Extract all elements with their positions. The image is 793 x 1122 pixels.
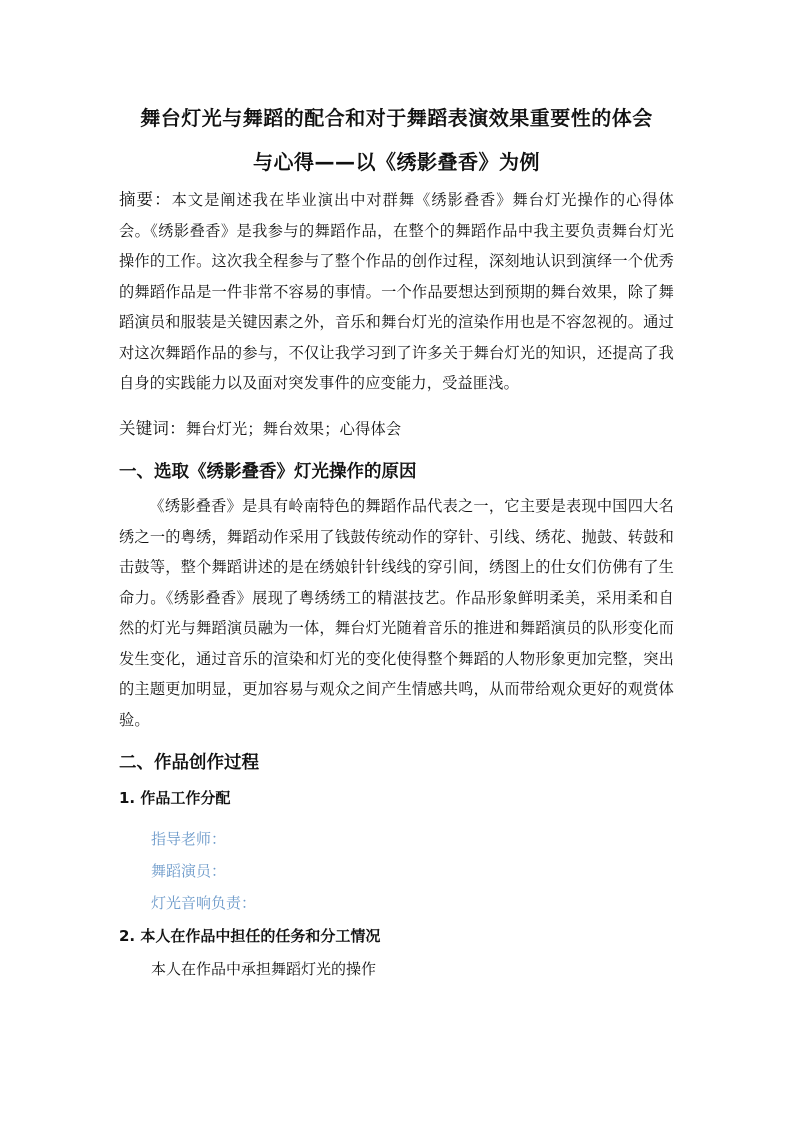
- keywords-text: 舞台灯光；舞台效果；心得体会: [185, 420, 402, 438]
- keywords-paragraph: [119, 414, 674, 445]
- subsection-2-heading: 2. 本人在作品中担任的任务和分工情况: [119, 927, 381, 945]
- document-title-line-2: 与心得——以《绣影叠香》为例: [253, 150, 540, 174]
- role-instructor: 指导老师：: [151, 830, 227, 848]
- abstract-label: 摘要：: [119, 190, 172, 209]
- abstract-paragraph: [119, 185, 674, 399]
- subsection-1-heading: 1. 作品工作分配: [119, 789, 231, 807]
- role-dancers: 舞蹈演员：: [151, 862, 227, 880]
- abstract-text: 本文是阐述我在毕业演出中对群舞《绣影叠香》舞台灯光操作的心得体会。《绣影叠香》是我参与的舞蹈作品，在整个的舞蹈作品中我主要负责舞台灯光操作的工作。这次我全程参与了整个作品的创作过程，深刻地认识到演绎一个优秀的舞蹈作品是一件非常不容易的事情。一个作品要想达到预期的舞台效果，除了舞蹈演员和服装是关键因素之外，音乐和舞台灯光的渲染作用也是不容忽视的。通过对这次舞蹈作品的参与，不仅让我学习到了许多关于舞台灯光的知识，还提高了我自身的实践能力以及面对突发事件的应变能力，受益匪浅。: [119, 191, 674, 392]
- subsection-2-body: 本人在作品中承担舞蹈灯光的操作: [151, 960, 377, 978]
- section-1-body: 《绣影叠香》是具有岭南特色的舞蹈作品代表之一，它主要是表现中国四大名绣之一的粤绣，舞蹈动作采用了钱鼓传统动作的穿针、引线、绣花、抛鼓、转鼓和击鼓等，整个舞蹈讲述的是在绣娘针针线线的穿引间，绣图上的仕女们仿佛有了生命力。《绣影叠香》展现了粤绣绣工的精湛技艺。作品形象鲜明柔美，采用柔和自然的灯光与舞蹈演员融为一体，舞台灯光随着音乐的推进和舞蹈演员的队形变化而发生变化，通过音乐的渲染和灯光的变化使得整个舞蹈的人物形象更加完整，突出的主题更加明显，更加容易与观众之间产生情感共鸣，从而带给观众更好的观赏体验。: [119, 497, 674, 729]
- section-1-heading: 一、选取《绣影叠香》灯光操作的原因: [119, 462, 417, 482]
- keywords-label: 关键词：: [119, 419, 186, 438]
- role-lighting-sound: 灯光音响负责：: [151, 894, 257, 912]
- document-title-line-1: 舞台灯光与舞蹈的配合和对于舞蹈表演效果重要性的体会: [140, 106, 653, 130]
- section-2-heading: 二、作品创作过程: [119, 753, 259, 773]
